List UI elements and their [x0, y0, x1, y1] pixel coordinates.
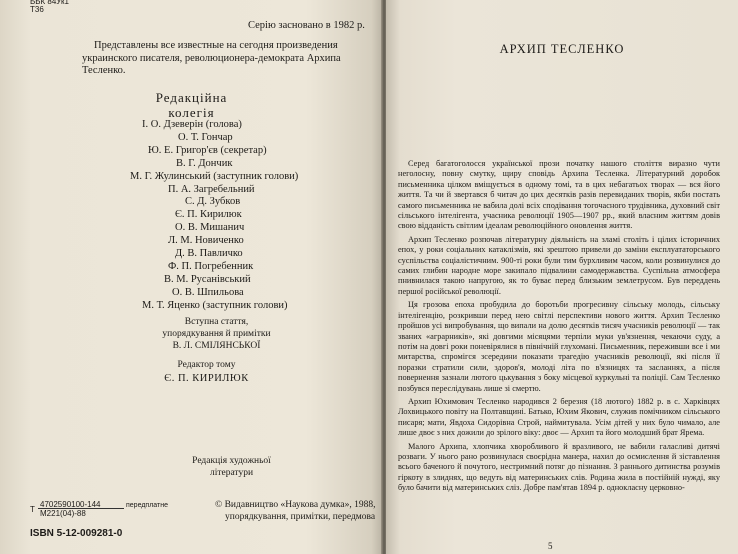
volume-editor: Редактор тому Є. П. КИРИЛЮК — [164, 360, 249, 384]
board-member: Л. М. Новиченко — [168, 235, 244, 247]
copyright-line-1: © Видавництво «Наукова думка», 1988, — [215, 500, 376, 510]
isbn: ISBN 5-12-009281-0 — [30, 528, 123, 539]
code-line-1: 4702590100-144 — [40, 500, 101, 509]
board-member: В. М. Русанівський — [164, 273, 251, 285]
board-member: О. Т. Гончар — [178, 131, 233, 143]
board-member: М. Г. Жулинський (заступник голови) — [130, 170, 299, 182]
intro-credits: Вступна стаття, упорядкування й примітки В. Л. СМІЛЯНСЬКОЇ — [162, 317, 271, 351]
board-member: О. В. Мишанич — [175, 222, 245, 234]
essay-paragraph: Ця грозова епоха пробудила до боротьби прогресивну сільську молодь, сільську інтелігенцію, розкривши перед нею світлі перспективи нового життя. Архип Тесленко пройшов усі випробування, що випали на долю десятків тисяч учасників революції — так званих «аграрників», які довгими місяцями терпіли муки ув'язнення, чекаючи суду, а потім на довгі роки поневірялися в північній глухомані. Письменник, переживши все і ми митарства, спромігся зсередини показати трагедію учасників революції, які після її поразки стратили сили, здоров'я, молоді літа по в'язницях та засланнях, а після повернення зазнали лютого цькування з боку місцевої куркульні та поліції. Сам Тесленко позбувся переслідувань лише зі смертю. — [398, 300, 720, 393]
essay-paragraph: Малого Архипа, хлопчика хворобливого й вразливого, не вабили галасливі дитячі розваги. У нього рано розвинулася своєрідна манера, нахил до осмислення й зіставлення всього баченого й почутого, нестримний потяг до пізнання. З раннього дитинства розумів гіркоту в злиднях, що ведуть від материнських слів. Родина жила в постійній нужді, яку було бачити від материнських сліз. Добре пам'ятав 1894 р. однокласну церковно- — [398, 441, 720, 493]
board-member: Ю. Е. Григор'єв (секретар) — [148, 144, 267, 156]
board-member: О. В. Шпильова — [172, 286, 244, 298]
essay-paragraph: Архип Тесленко розпочав літературну діяльність на зламі століть і цілих історичних епох, у роки соціальних катаклізмів, які зрештою привели до заміни експлуататорського суспільства соціалістичним. 900-ті роки були тим бурхливим часом, коли розвинулися до самих глибин народне море закипало підвалини самодержавства. Суспільна атмосфера пнивнилася такою напругою, як то буває перед близьким землетрусом. Був переддень першої російської революції. — [398, 234, 720, 296]
code-note: передплатне — [126, 502, 168, 509]
board-member: Д. В. Павличко — [175, 248, 243, 260]
board-member: М. Т. Яценко (заступник голови) — [142, 299, 288, 311]
code-divider — [38, 508, 124, 509]
bbk-code: ББК 84Ук1 — [30, 0, 69, 6]
essay-paragraph: Серед багатоголосся української прози початку нашого століття виразно чути неголосну, повну смутку, щиру сповідь Архипа Тесленка. Літературний доробок письменника цілком вміщується в одному томі, та в цих небагатьох творах — вся його життя. Та чи й звертався б читач до цих десятків разів перевиданих творів, якби постать самого письменника не вабила долі всіх сподівання тогочасного трудівника, духовний світ сільського інтелігента, учасника революції 1905—1907 рр., який власним життям довів свою відданість світлим ідеалам революційного оновлення життя. — [398, 159, 720, 231]
page-number: 5 — [548, 541, 553, 551]
board-title: Редакційна колегія — [155, 90, 228, 120]
copyright-line-2: упорядкування, примітки, передмова — [225, 512, 376, 522]
series-note: Серію засновано в 1982 р. — [248, 20, 365, 31]
essay-paragraph: Архип Юхимович Тесленко народився 2 березня (18 лютого) 1882 р. в с. Харківцях Лохвицького повіту на Полтавщині. Батько, Юхим Якович, служив помічником сільського писаря; мати, Явдоха Сидорівна Строй, наймитувала. Усім дітей у них було чимало, але лише двоє з них дожили до зрілого віку: двоє — Архип та його молодший брат Ярема. — [398, 396, 720, 438]
board-member: Є. П. Кирилюк — [175, 209, 242, 221]
board-member: С. Д. Зубков — [185, 196, 241, 208]
essay-text — [398, 159, 720, 497]
udk-code: Т36 — [30, 5, 44, 14]
board-member: П. А. Загребельний — [168, 183, 255, 195]
intro-annotation: Представлены все известные на сегодня произведения украинского писателя, революционера-демократа Архипа Тесленко. — [82, 40, 341, 76]
board-members-list — [130, 119, 383, 313]
imprint-note: Редакція художньої літератури — [192, 456, 271, 478]
code-letter: Т — [30, 505, 35, 514]
board-member: Ф. П. Погребенник — [168, 260, 254, 272]
essay-title: АРХИП ТЕСЛЕНКО — [499, 42, 625, 56]
code-line-2: М221(04)-88 — [40, 509, 86, 518]
board-member: І. О. Дзеверін (голова) — [142, 119, 242, 130]
board-member: В. Г. Дончик — [176, 157, 233, 169]
